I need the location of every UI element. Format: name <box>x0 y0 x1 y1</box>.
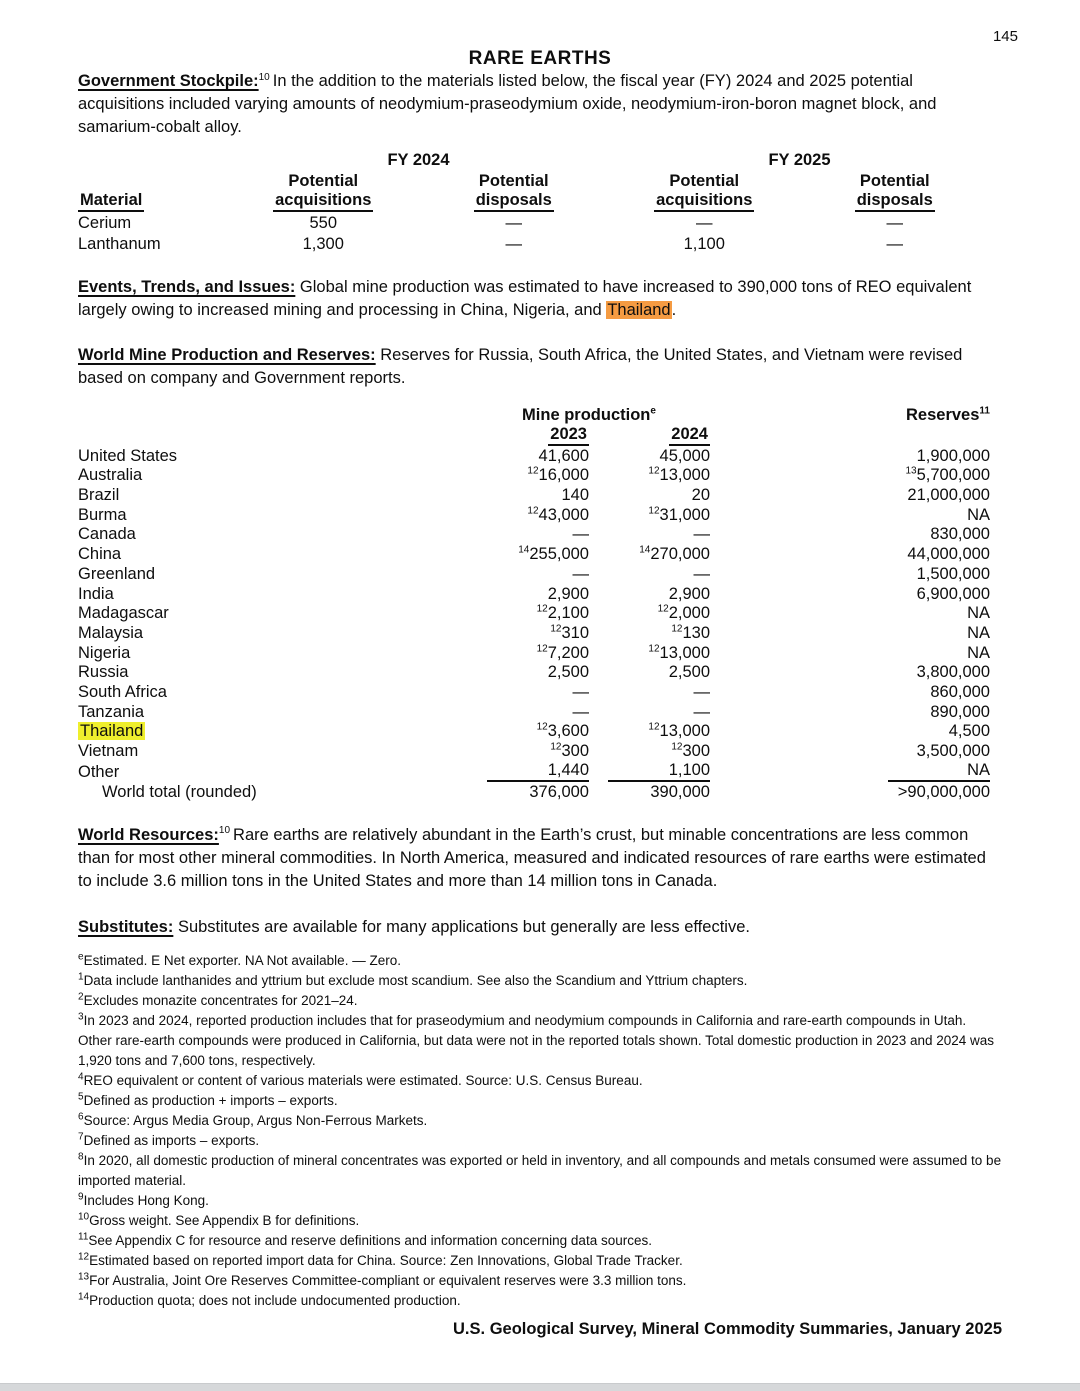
reserves-cell: NA <box>967 604 990 623</box>
production-2024-cell: $^{14}$270,000 <box>639 544 710 564</box>
fy2025-acquisitions-cell: 1,100 <box>683 235 725 253</box>
footnote-number: 9 <box>78 1191 84 1203</box>
stockpile-colhead-row1 <box>78 170 990 191</box>
footnote <box>78 1091 1002 1111</box>
production-2023-cell: 41,600 <box>538 446 589 465</box>
world-mine-label: World Mine Production and Reserves: <box>78 346 376 364</box>
production-table-row <box>78 584 990 604</box>
footnote-number: 1 <box>78 971 84 983</box>
country-cell: World total (rounded) <box>102 782 257 801</box>
production-2024-cell: $^{12}$13,000 <box>648 643 710 662</box>
footnote-ref-2023: 12 <box>527 505 539 517</box>
production-2023-cell: — <box>572 682 589 701</box>
country-cell: India <box>78 584 114 603</box>
world-resources-label: World Resources: <box>78 825 219 844</box>
footnote-text: REO equivalent or content of various materials were estimated. Source: U.S. Census Bureau. <box>83 1072 643 1088</box>
fy2024-acq-header-line1: Potential <box>288 172 359 190</box>
footnote-number: 7 <box>78 1131 84 1143</box>
country-cell: Greenland <box>78 564 156 583</box>
footnote <box>78 1191 1002 1211</box>
footnote-text: See Appendix C for resource and reserve definitions and information concerning data sources. <box>88 1232 652 1248</box>
footnote-ref-2023: 14 <box>518 544 530 556</box>
fy2025-acq-header-line1: Potential <box>669 172 740 190</box>
country-cell: China <box>78 545 122 564</box>
country-cell: Malaysia <box>78 623 144 642</box>
government-stockpile-paragraph <box>78 70 1002 139</box>
fy2024-disposals-cell: — <box>505 235 522 253</box>
footnote-text: Excludes monazite concentrates for 2021–24. <box>83 992 358 1008</box>
production-2024-cell: $^{12}$13,000 <box>648 721 710 741</box>
production-2023-cell: $^{12}$3,600 <box>536 721 589 741</box>
production-2023-cell: $^{12}$16,000 <box>527 465 589 485</box>
world-mine-paragraph <box>78 344 1002 390</box>
production-table-row <box>78 741 990 761</box>
footnotes-block <box>78 951 1002 1311</box>
stockpile-colhead-row2 <box>78 191 990 212</box>
reserves-cell: 44,000,000 <box>907 545 990 564</box>
reserves-cell: 1,900,000 <box>916 446 990 465</box>
footnote-ref-2024: 12 <box>648 721 660 733</box>
fy2024-disposals-cell: — <box>505 214 522 232</box>
reserves-cell: 3,500,000 <box>916 742 990 760</box>
footnote-text: For Australia, Joint Ore Reserves Committee-compliant or equivalent reserves were 3.3 million tons. <box>89 1272 687 1288</box>
footnote-number: e <box>78 951 84 963</box>
fy2025-disp-header-line1: Potential <box>859 172 930 190</box>
production-2024-cell: $^{12}$31,000 <box>648 505 710 524</box>
footnote <box>78 1231 1002 1251</box>
world-resources-footnote-ref: 10 <box>218 825 231 837</box>
footnote-number: 12 <box>78 1251 90 1263</box>
production-2024-cell: — <box>693 564 710 583</box>
fy2024-disp-header-line2: disposals <box>474 191 554 212</box>
production-table-row <box>78 682 990 702</box>
footnote <box>78 951 1002 971</box>
footnote-ref-2024: 12 <box>657 603 669 615</box>
country-cell: Australia <box>78 466 143 485</box>
fy2024-disp-header-line1: Potential <box>478 172 549 190</box>
footnote-text: Estimated. E Net exporter. NA Not available. — Zero. <box>83 952 401 968</box>
production-2024-cell: $^{12}$13,000 <box>648 465 710 485</box>
production-table-row <box>78 761 990 782</box>
fy2024-acq-header-line2: acquisitions <box>273 191 373 212</box>
production-2023-cell: $^{12}$310 <box>550 623 589 642</box>
country-cell: Nigeria <box>78 643 131 662</box>
footnote <box>78 1111 1002 1131</box>
reserves-cell: 860,000 <box>930 682 990 701</box>
country-cell: United States <box>78 446 178 465</box>
footnote-ref-2023: 12 <box>536 643 548 655</box>
production-year-row <box>78 425 990 446</box>
footnote-number: 5 <box>78 1091 84 1103</box>
production-2023-cell: 376,000 <box>529 782 589 801</box>
footnote-ref-reserves: 13 <box>905 465 917 477</box>
footnote-text: Defined as production + imports – exports. <box>83 1092 338 1108</box>
fy2025-disposals-cell: — <box>886 235 903 253</box>
reserves-cell: 3,800,000 <box>916 663 990 682</box>
production-2024-cell: 1,100 <box>589 761 710 782</box>
footnote-ref-2024: 12 <box>671 623 683 635</box>
production-2024-cell: — <box>693 702 710 721</box>
fy2024-header: FY 2024 <box>387 151 450 169</box>
footnote-text: Includes Hong Kong. <box>83 1192 209 1208</box>
footnote-text: Gross weight. See Appendix B for definitions. <box>89 1212 360 1228</box>
production-2023-cell: — <box>572 564 589 583</box>
footnote <box>78 1271 1002 1291</box>
production-2024-cell: 2,500 <box>668 663 710 682</box>
footnote-ref-2023: 12 <box>527 465 539 477</box>
reserves-cell: 1,500,000 <box>916 564 990 583</box>
material-header: Material <box>78 191 144 212</box>
footnote-text: In 2023 and 2024, reported production includes that for praseodymium and neodymium compounds in California and rare-earth compounds in Utah. Other rare-earth compounds were produced in California, but data were not in the reported totals shown. Total domestic production in 2023 and 2024 was 1,920 tons and 7,600 tons, respectively. <box>78 1012 995 1068</box>
reserves-cell: NA <box>967 505 990 524</box>
footnote <box>78 1151 1002 1191</box>
country-cell: Burma <box>78 505 127 524</box>
bottom-divider-strip <box>0 1383 1080 1391</box>
mine-production-header: Mine production$^e$ <box>522 405 656 424</box>
country-cell: South Africa <box>78 682 167 701</box>
footnote-text: In 2020, all domestic production of mineral concentrates was exported or held in inventory, and all compounds and metals consumed were assumed to be imported material. <box>78 1152 1002 1188</box>
production-2023-cell: 1,440 <box>468 761 589 782</box>
government-stockpile-footnote-ref: 10 <box>258 71 270 83</box>
production-2024-cell: 45,000 <box>659 446 710 465</box>
reserves-cell: NA <box>710 761 990 782</box>
footnote-text: Data include lanthanides and yttrium but exclude most scandium. See also the Scandium and Yttrium chapters. <box>83 972 748 988</box>
production-2023-cell: 2,900 <box>547 584 589 603</box>
production-2023-cell: $^{12}$300 <box>550 741 589 760</box>
events-text-before: Global mine production was estimated to have increased to 390,000 tons of REO equivalent largely owing to increased mining and processing in China, Nigeria, and <box>78 278 972 319</box>
footnote <box>78 1291 1002 1311</box>
production-2024-cell: — <box>693 682 710 701</box>
footnote-number: 10 <box>78 1211 90 1223</box>
thailand-orange-highlight: Thailand <box>607 301 671 319</box>
country-cell: Brazil <box>78 486 120 505</box>
footnote-text: Production quota; does not include undocumented production. <box>89 1292 461 1308</box>
country-cell: Vietnam <box>78 742 139 760</box>
footnote-text: Defined as imports – exports. <box>83 1132 260 1148</box>
fy2025-acq-header-line2: acquisitions <box>654 191 754 212</box>
country-cell: Russia <box>78 663 129 682</box>
government-stockpile-label: Government Stockpile: <box>78 72 259 90</box>
production-table-row <box>78 702 990 722</box>
footnote-ref-2024: 12 <box>648 505 660 517</box>
production-2023-cell: $^{12}$7,200 <box>536 643 589 662</box>
production-table-row <box>78 643 990 663</box>
production-table-row <box>78 663 990 683</box>
production-table-row <box>78 623 990 643</box>
production-table-row <box>78 782 990 802</box>
footnote-ref-2023: 12 <box>536 603 548 615</box>
country-cell: Canada <box>78 525 136 544</box>
material-cell: Cerium <box>78 214 132 232</box>
footnote <box>78 1211 1002 1231</box>
footnote-ref-2023: 12 <box>536 721 548 733</box>
footnote-ref-2023: 12 <box>550 623 562 635</box>
production-2023-cell: — <box>572 525 589 544</box>
reserves-cell: >90,000,000 <box>897 782 990 801</box>
country-cell: Thailand <box>80 722 144 741</box>
footnote-number: 8 <box>78 1151 84 1163</box>
production-2023-cell: — <box>572 702 589 721</box>
footnote <box>78 1071 1002 1091</box>
world-resources-text: Rare earths are relatively abundant in the Earth’s crust, but minable concentrations are less common than for most other mineral commodities. In North America, measured and indicated resources of rare earths were estimated to include 3.6 million tons in the United States and more than 14 million tons in Canada. <box>78 825 986 890</box>
production-2024-cell: — <box>693 525 710 544</box>
material-cell: Lanthanum <box>78 235 161 253</box>
country-cell: Other <box>78 763 120 781</box>
government-stockpile-text: In the addition to the materials listed below, the fiscal year (FY) 2024 and 2025 potential acquisitions included varying amounts of neodymium-praseodymium oxide, neodymium-iron-boron magnet block, and samarium-cobalt alloy. <box>78 72 937 136</box>
production-2024-cell: 20 <box>691 486 710 505</box>
reserves-cell: 6,900,000 <box>916 584 990 603</box>
reserves-footnote-ref: 11 <box>979 405 990 417</box>
production-2024-cell: 2,900 <box>668 584 710 603</box>
events-trends-label: Events, Trends, and Issues: <box>78 278 296 296</box>
production-2023-cell: $^{14}$255,000 <box>518 544 589 564</box>
production-table-row <box>78 446 990 466</box>
footnote-number: 13 <box>78 1271 90 1283</box>
footnote-ref-2024: 14 <box>639 544 651 556</box>
footnote-number: 2 <box>78 991 84 1003</box>
footnote <box>78 991 1002 1011</box>
production-2023-cell: $^{12}$43,000 <box>527 505 589 524</box>
events-trends-paragraph <box>78 276 1002 322</box>
stockpile-table <box>78 149 990 254</box>
production-header-row <box>78 404 990 425</box>
reserves-cell: NA <box>967 643 990 662</box>
world-resources-paragraph <box>78 824 1002 893</box>
stockpile-table-row <box>78 212 990 233</box>
footnote-number: 11 <box>78 1231 89 1243</box>
stockpile-table-row <box>78 233 990 254</box>
production-2024-cell: $^{12}$300 <box>671 741 710 760</box>
reserves-cell: NA <box>967 623 990 642</box>
footnote-number: 6 <box>78 1111 84 1123</box>
substitutes-label: Substitutes: <box>78 917 174 936</box>
footnote-ref-2024: 12 <box>671 741 683 753</box>
stockpile-fy-header-row <box>78 149 990 170</box>
country-cell: Tanzania <box>78 702 145 721</box>
page-title: RARE EARTHS <box>468 48 612 69</box>
footnote <box>78 1011 1002 1071</box>
mine-production-footnote-ref: e <box>650 405 656 417</box>
production-2024-cell: $^{12}$130 <box>671 623 710 642</box>
production-table <box>78 404 990 802</box>
year-2024-header: 2024 <box>669 425 710 446</box>
production-2023-cell: $^{12}$2,100 <box>536 603 589 623</box>
year-2023-header: 2023 <box>548 425 589 446</box>
substitutes-paragraph <box>78 916 1002 939</box>
footnote-ref-2024: 12 <box>648 643 660 655</box>
production-table-row <box>78 564 990 584</box>
production-2024-cell: 390,000 <box>650 782 710 801</box>
fy2024-acquisitions-cell: 550 <box>309 214 338 232</box>
fy2025-disp-header-line2: disposals <box>855 191 935 212</box>
fy2025-disposals-cell: — <box>886 214 903 232</box>
footnote-ref-2023: 12 <box>550 741 562 753</box>
footnote-number: 4 <box>78 1071 84 1083</box>
reserves-header: Reserves$^{11}$ <box>906 405 990 424</box>
footnote <box>78 1131 1002 1151</box>
world-mine-text: Reserves for Russia, South Africa, the United States, and Vietnam were revised based on company and Government reports. <box>78 346 963 387</box>
fy2024-acquisitions-cell: 1,300 <box>302 235 344 253</box>
production-table-row <box>78 466 990 486</box>
footnote-text: Estimated based on reported import data for China. Source: Zen Innovations, Global Trade Tracker. <box>89 1252 683 1268</box>
production-2023-cell: 2,500 <box>547 663 589 682</box>
production-table-row <box>78 722 990 742</box>
footnote <box>78 971 1002 991</box>
document-footer: U.S. Geological Survey, Mineral Commodity Summaries, January 2025 <box>453 1319 1002 1338</box>
footnote-ref-2024: 12 <box>648 465 660 477</box>
country-cell: Madagascar <box>78 604 169 623</box>
footnote-text: Source: Argus Media Group, Argus Non-Ferrous Markets. <box>83 1112 428 1128</box>
events-text-after: . <box>671 301 677 319</box>
fy2025-header: FY 2025 <box>768 151 831 169</box>
production-table-row <box>78 485 990 505</box>
production-table-row <box>78 544 990 564</box>
footnote-number: 14 <box>78 1291 90 1303</box>
footnote-number: 3 <box>78 1011 84 1023</box>
reserves-cell: 890,000 <box>930 702 990 721</box>
production-table-row <box>78 525 990 545</box>
production-table-row <box>78 505 990 525</box>
production-2023-cell: 140 <box>561 486 589 505</box>
reserves-cell: 830,000 <box>930 525 990 544</box>
production-table-row <box>78 604 990 624</box>
reserves-cell: $^{13}$5,700,000 <box>905 465 990 485</box>
reserves-cell: 21,000,000 <box>907 486 990 505</box>
fy2025-acquisitions-cell: — <box>696 214 713 232</box>
substitutes-text: Substitutes are available for many applications but generally are less effective. <box>177 917 750 936</box>
footnote <box>78 1251 1002 1271</box>
reserves-cell: 4,500 <box>948 722 990 741</box>
production-2024-cell: $^{12}$2,000 <box>657 603 710 623</box>
page-number: 145 <box>992 28 1018 45</box>
